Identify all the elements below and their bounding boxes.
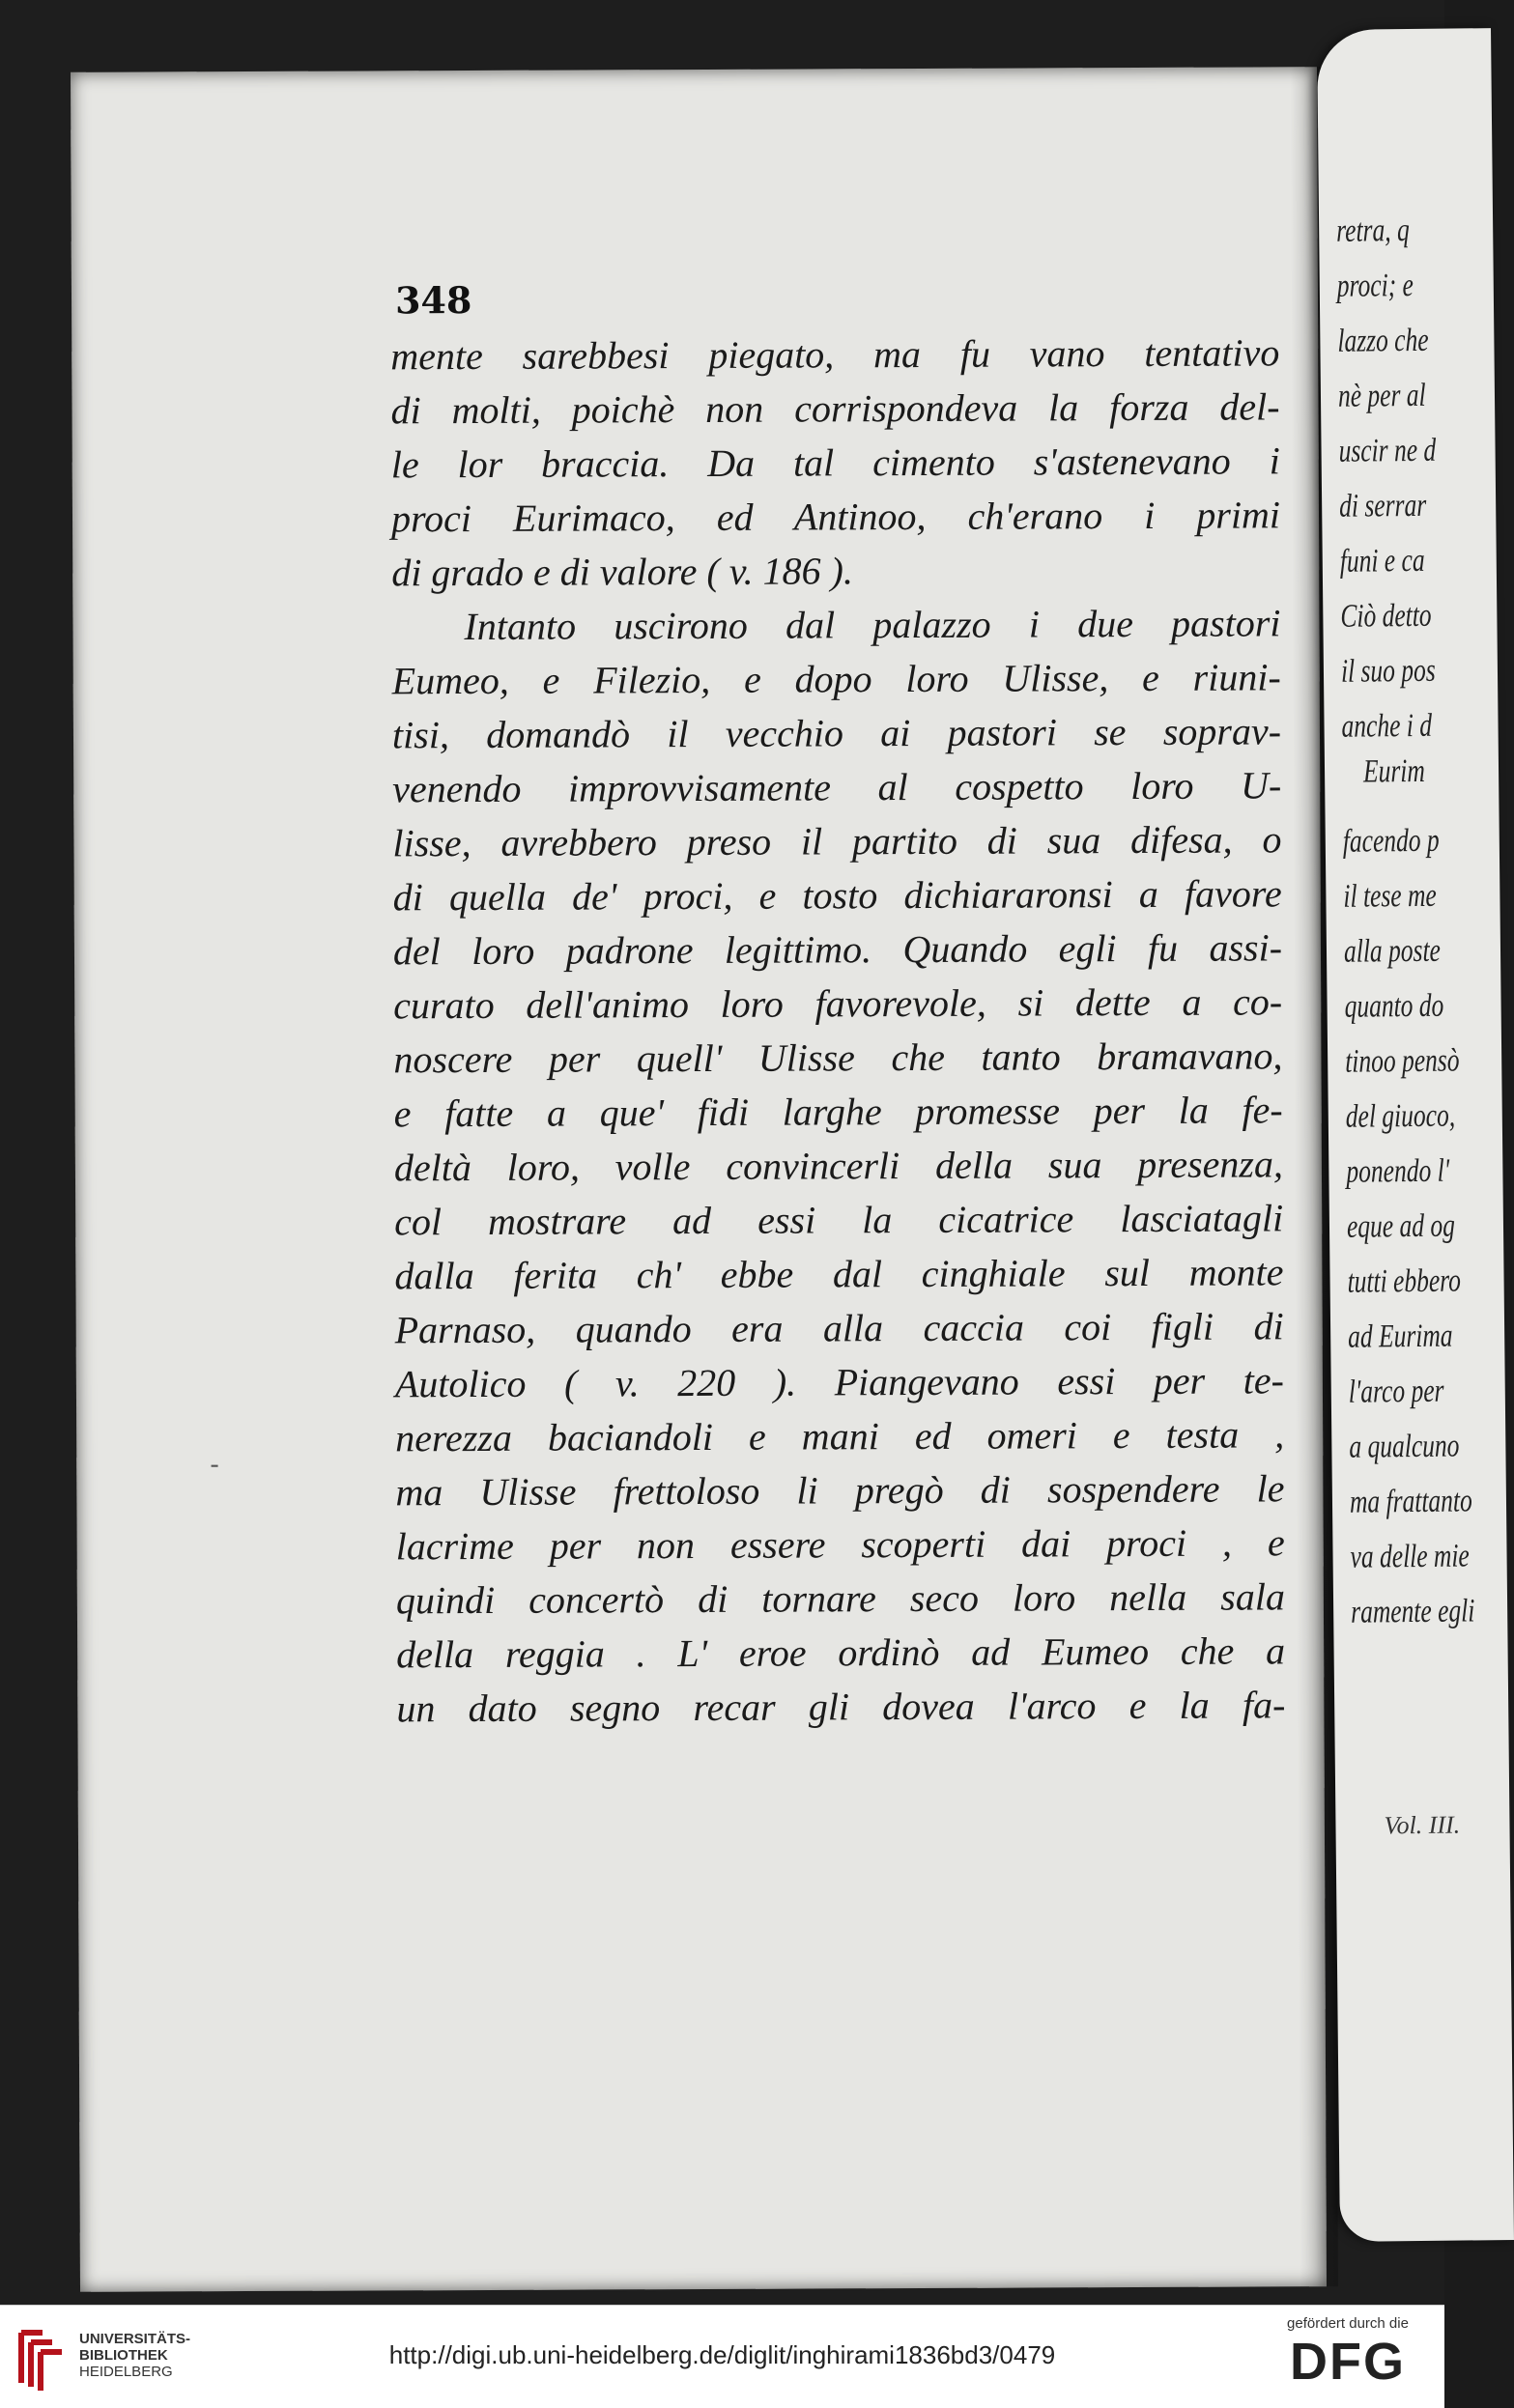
adjacent-text-fragment: funi e ca	[1339, 542, 1425, 580]
adjacent-text-fragment: quanto do	[1344, 987, 1444, 1025]
adjacent-text-fragment: eque ad og	[1346, 1207, 1456, 1245]
text-line: curato dell'animo loro favorevole, si dette a co-	[393, 979, 1283, 1028]
text-line: un dato segno recar gli dovea l'arco e la fa-	[396, 1683, 1286, 1731]
text-line: di quella de' proci, e tosto dichiararonsi a favore	[392, 871, 1282, 920]
text-line: e fatte a que' fidi larghe promesse per la fe-	[393, 1088, 1283, 1136]
adjacent-page	[1317, 28, 1514, 2242]
page-number: 348	[394, 278, 472, 323]
adjacent-text-fragment: proci; e	[1336, 267, 1414, 304]
text-line: Autolico ( v. 220 ). Piangevano essi per te-	[394, 1358, 1285, 1406]
text-line: di grado e di valore ( v. 186 ).	[391, 549, 854, 595]
text-line: ma Ulisse frettoloso li pregò di sospendere le	[395, 1466, 1285, 1515]
adjacent-text-fragment: tinoo pensò	[1345, 1042, 1460, 1080]
adjacent-text-fragment: di serrar	[1338, 487, 1427, 524]
text-line: dalla ferita ch' ebbe dal cinghiale sul monte	[394, 1250, 1284, 1298]
funder-label: gefördert durch die	[1287, 2315, 1409, 2332]
text-line: nerezza baciandoli e mani ed omeri e testa ,	[395, 1412, 1285, 1460]
text-line: del loro padrone legittimo. Quando egli fu assi-	[392, 925, 1283, 974]
adjacent-text-fragment: ma frattanto	[1349, 1483, 1472, 1520]
adjacent-text-fragment: del giuoco,	[1345, 1097, 1456, 1135]
text-line: venendo improvvisamente al cospetto loro U-	[392, 763, 1282, 811]
text-line: Intanto uscirono dal palazzo i due pastori	[464, 601, 1281, 649]
adjacent-text-fragment: il tese me	[1343, 877, 1437, 915]
text-line: mente sarebbesi piegato, ma fu vano tentativo	[390, 330, 1280, 379]
funder-logo	[1271, 2315, 1425, 2390]
book-page	[71, 67, 1327, 2292]
text-line: Parnaso, quando era alla caccia coi figli di	[394, 1304, 1284, 1352]
adjacent-text-fragment: facendo p	[1342, 822, 1440, 860]
permalink-url[interactable]: http://digi.ub.uni-heidelberg.de/diglit/inghirami1836bd3/0479	[388, 2340, 1056, 2369]
text-line: di molti, poichè non corrispondeva la forza del-	[390, 384, 1280, 433]
text-line: Eumeo, e Filezio, e dopo loro Ulisse, e riuni-	[391, 655, 1281, 703]
adjacent-text-fragment: uscir ne d	[1338, 432, 1437, 469]
adjacent-text-fragment: Ciò detto	[1340, 597, 1432, 635]
text-line: della reggia . L' eroe ordinò ad Eumeo che a	[396, 1629, 1286, 1677]
adjacent-text-fragment: Eurim	[1362, 752, 1426, 790]
text-line: proci Eurimaco, ed Antinoo, ch'erano i primi	[390, 493, 1281, 541]
text-line: noscere per quell' Ulisse che tanto bramavano,	[393, 1034, 1283, 1082]
adjacent-text-fragment: retra, q	[1336, 212, 1410, 249]
text-line: lisse, avrebbero preso il partito di sua difesa, o	[392, 817, 1282, 865]
adjacent-text-fragment: il suo pos	[1340, 652, 1436, 690]
adjacent-text-fragment: anche i d	[1341, 707, 1433, 745]
text-line: lacrime per non essere scoperti dai proci , e	[395, 1520, 1285, 1569]
dfg-logo-icon: DFG	[1290, 2333, 1406, 2391]
adjacent-text-fragment: ramente egli	[1350, 1593, 1475, 1630]
adjacent-text-fragment: alla poste	[1343, 932, 1442, 970]
text-line: le lor braccia. Da tal cimento s'astenevano i	[390, 439, 1280, 487]
adjacent-text-fragment: lazzo che	[1337, 322, 1429, 359]
text-line: col mostrare ad essi la cicatrice lasciatagli	[394, 1196, 1284, 1244]
adjacent-text-fragment: ponendo l'	[1346, 1152, 1450, 1190]
text-line: deltà loro, volle convincerli della sua presenza,	[393, 1142, 1284, 1190]
footer-bar	[0, 2305, 1444, 2408]
volume-label: Vol. III.	[1384, 1810, 1461, 1840]
text-line: tisi, domandò il vecchio ai pastori se soprav-	[391, 709, 1282, 757]
adjacent-text-fragment: tutti ebbero	[1347, 1262, 1462, 1300]
adjacent-text-fragment: a qualcuno	[1349, 1428, 1460, 1465]
adjacent-text-fragment: va delle mie	[1350, 1538, 1470, 1575]
adjacent-text-fragment: nè per al	[1337, 377, 1426, 414]
adjacent-text-fragment: l'arco per	[1348, 1373, 1444, 1410]
margin-mark: -	[210, 1448, 219, 1481]
adjacent-text-fragment: ad Eurima	[1347, 1317, 1453, 1355]
page-text	[390, 326, 1285, 1736]
text-line: quindi concertò di tornare seco loro nella sala	[395, 1574, 1285, 1623]
library-name: UNIVERSITÄTS- BIBLIOTHEK HEIDELBERG	[79, 2331, 191, 2380]
